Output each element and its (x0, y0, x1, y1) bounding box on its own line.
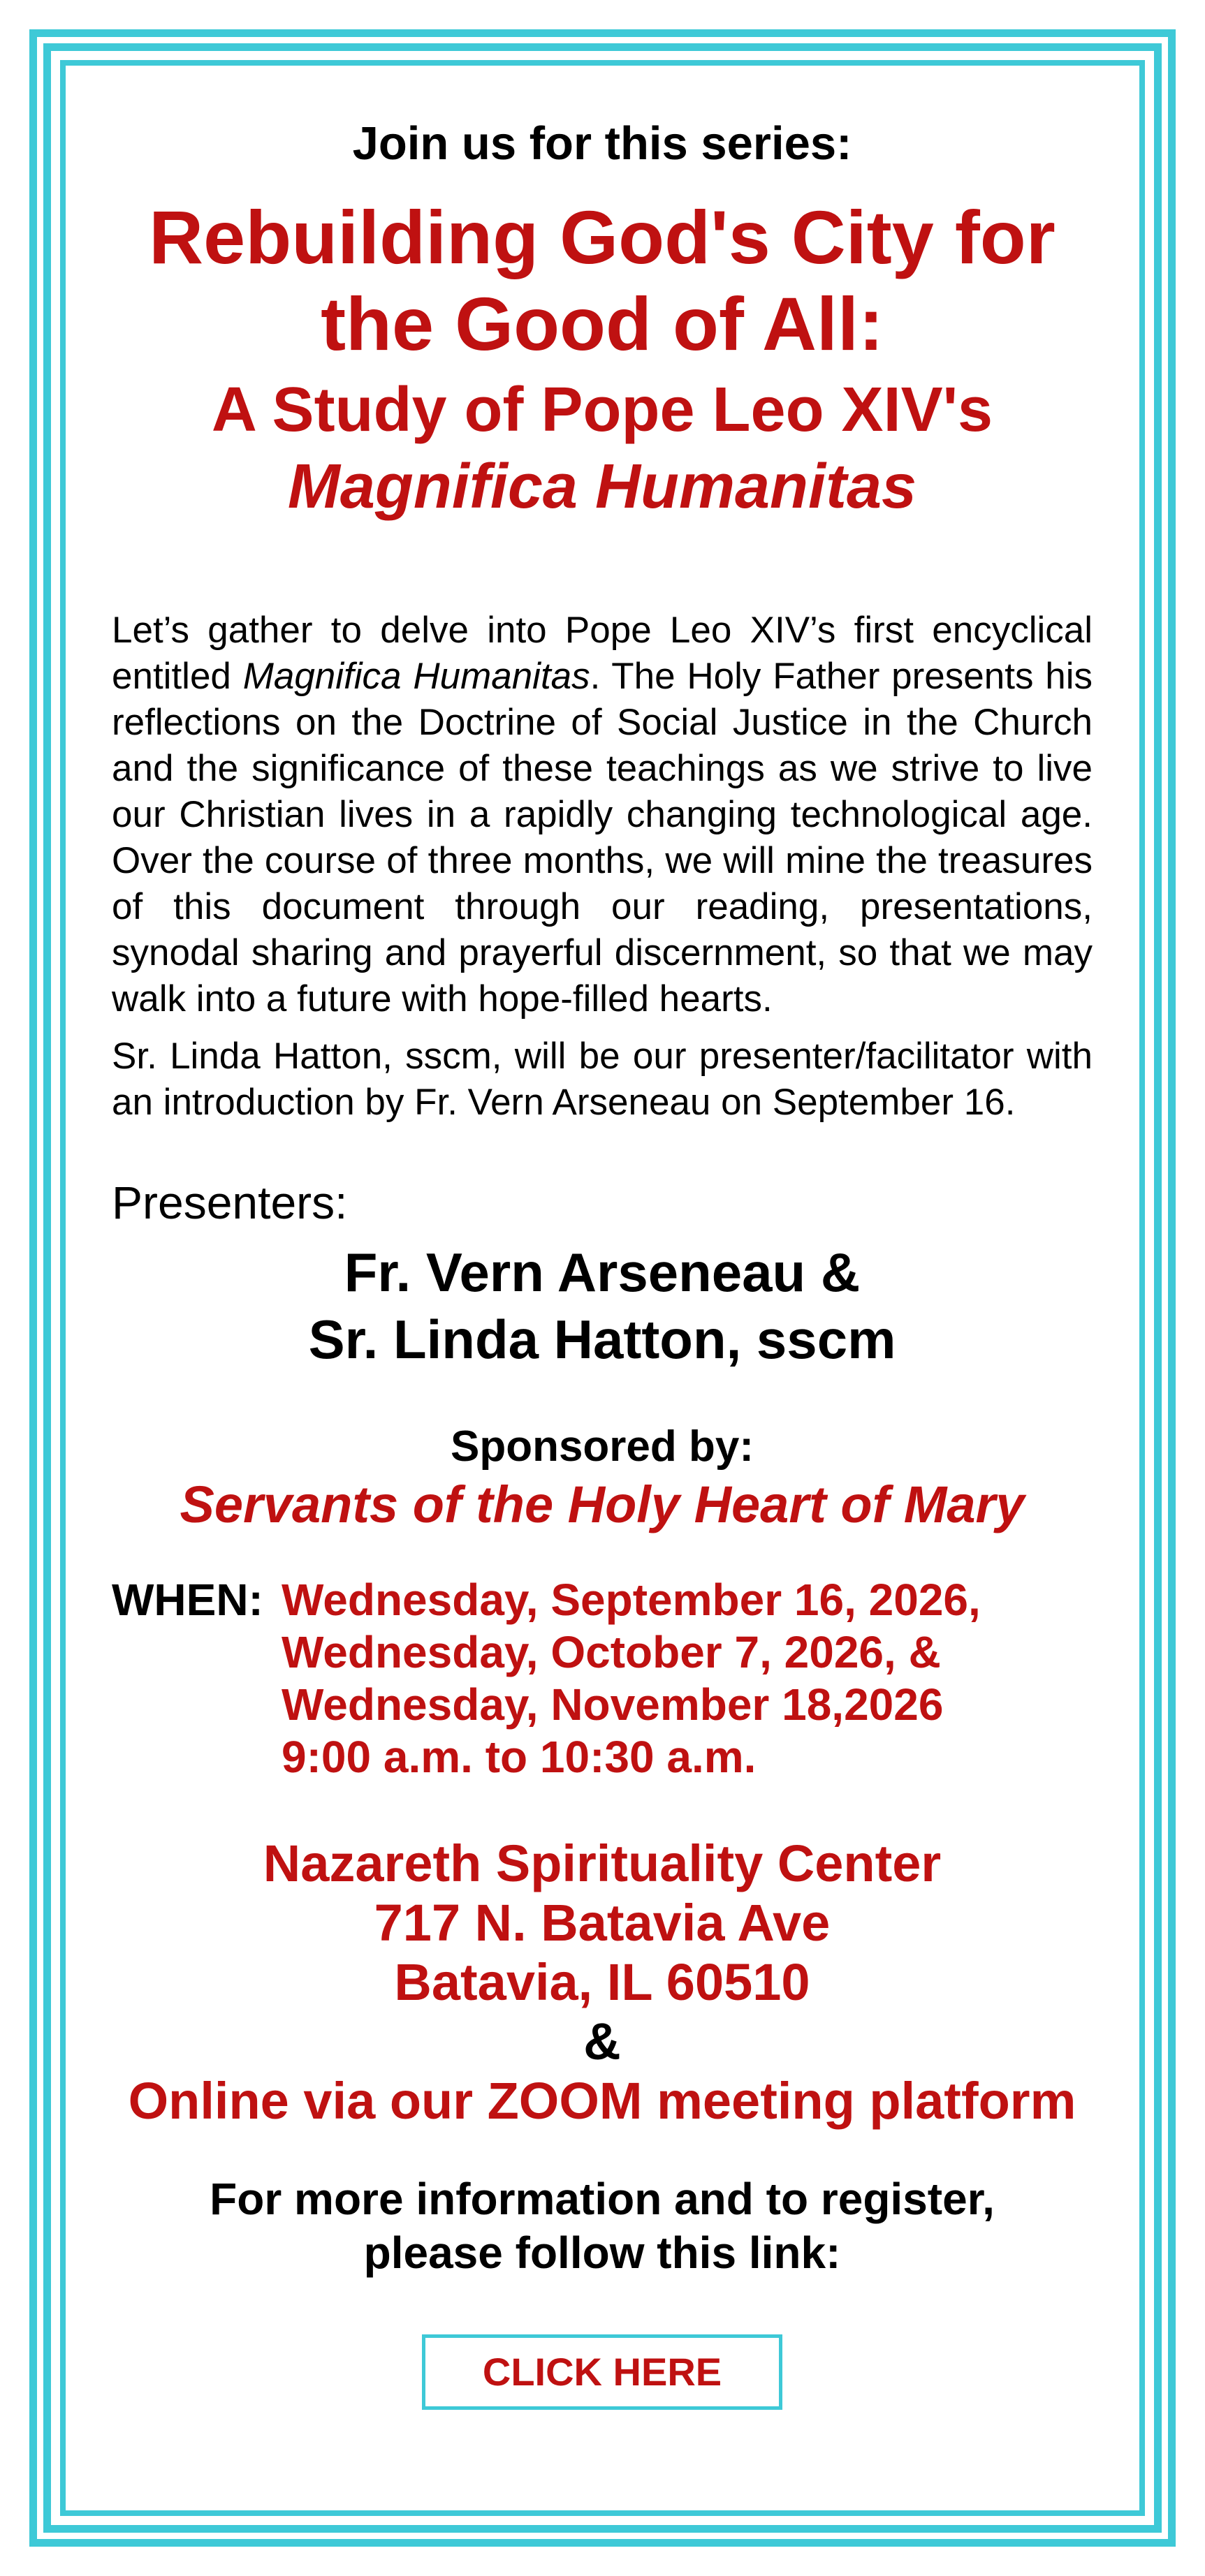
location-name: Nazareth Spirituality Center (263, 1834, 942, 1892)
schedule (112, 1574, 1093, 1783)
registration-info-line-1: For more information and to register, (210, 2174, 995, 2224)
location (112, 1834, 1093, 2130)
schedule-date-1: Wednesday, September 16, 2026, (282, 1575, 981, 1625)
title-line-1: Rebuilding God's City for (149, 195, 1056, 279)
online-option: Online via our ZOOM meeting platform (128, 2072, 1076, 2130)
description-paragraph-2: Sr. Linda Hatton, sscm, will be our presenter/facilitator with an introduction by Fr. Vern Arseneau on September 16. (112, 1036, 1093, 1123)
encyclical-title: Magnifica Humanitas (242, 656, 590, 697)
presenter-name-1: Fr. Vern Arseneau & (344, 1242, 861, 1303)
subtitle-line-1: A Study of Pope Leo XIV's (211, 375, 993, 445)
description-text-start: Let’s gather to delve into Pope Leo XIV’s first encyclical entitled (112, 610, 1093, 697)
registration-info (112, 2172, 1093, 2280)
location-street: 717 N. Batavia Ave (374, 1894, 831, 1952)
presenter-name-2: Sr. Linda Hatton, sscm (308, 1309, 896, 1370)
flyer-content (112, 112, 1093, 2410)
location-connector: & (583, 2012, 621, 2070)
when-label: WHEN: (112, 1575, 263, 1625)
presenters-label: Presenters: (112, 1177, 348, 1228)
click-here-button[interactable]: CLICK HERE (422, 2334, 782, 2410)
schedule-date-3: Wednesday, November 18,2026 (282, 1679, 944, 1730)
sponsor-name: Servants of the Holy Heart of Mary (180, 1475, 1025, 1533)
subtitle-line-2: Magnifica Humanitas (287, 452, 917, 522)
registration-info-line-2: please follow this link: (363, 2228, 841, 2278)
schedule-time: 9:00 a.m. to 10:30 a.m. (282, 1732, 757, 1782)
title-line-2: the Good of All: (321, 281, 884, 366)
intro-heading: Join us for this series: (352, 117, 852, 170)
location-city: Batavia, IL 60510 (394, 1953, 810, 2011)
flyer-title (112, 194, 1093, 525)
description-paragraph-1 (112, 608, 1093, 1022)
sponsored-label: Sponsored by: (450, 1422, 754, 1471)
cta-wrapper (112, 2334, 1093, 2410)
description-text-end: . The Holy Father presents his reflections on the Doctrine of Social Justice in the Church and the significance of these teachings as we strive to live our Christian lives in a rapidly changing technological age. Over the course of three months, we will mine the treasures of this document through our reading, presentations, synodal sharing and prayerful discernment, so that we may walk into a future with hope-filled hearts. (112, 656, 1093, 1020)
schedule-date-2: Wednesday, October 7, 2026, & (282, 1627, 941, 1677)
schedule-dates (282, 1574, 981, 1783)
